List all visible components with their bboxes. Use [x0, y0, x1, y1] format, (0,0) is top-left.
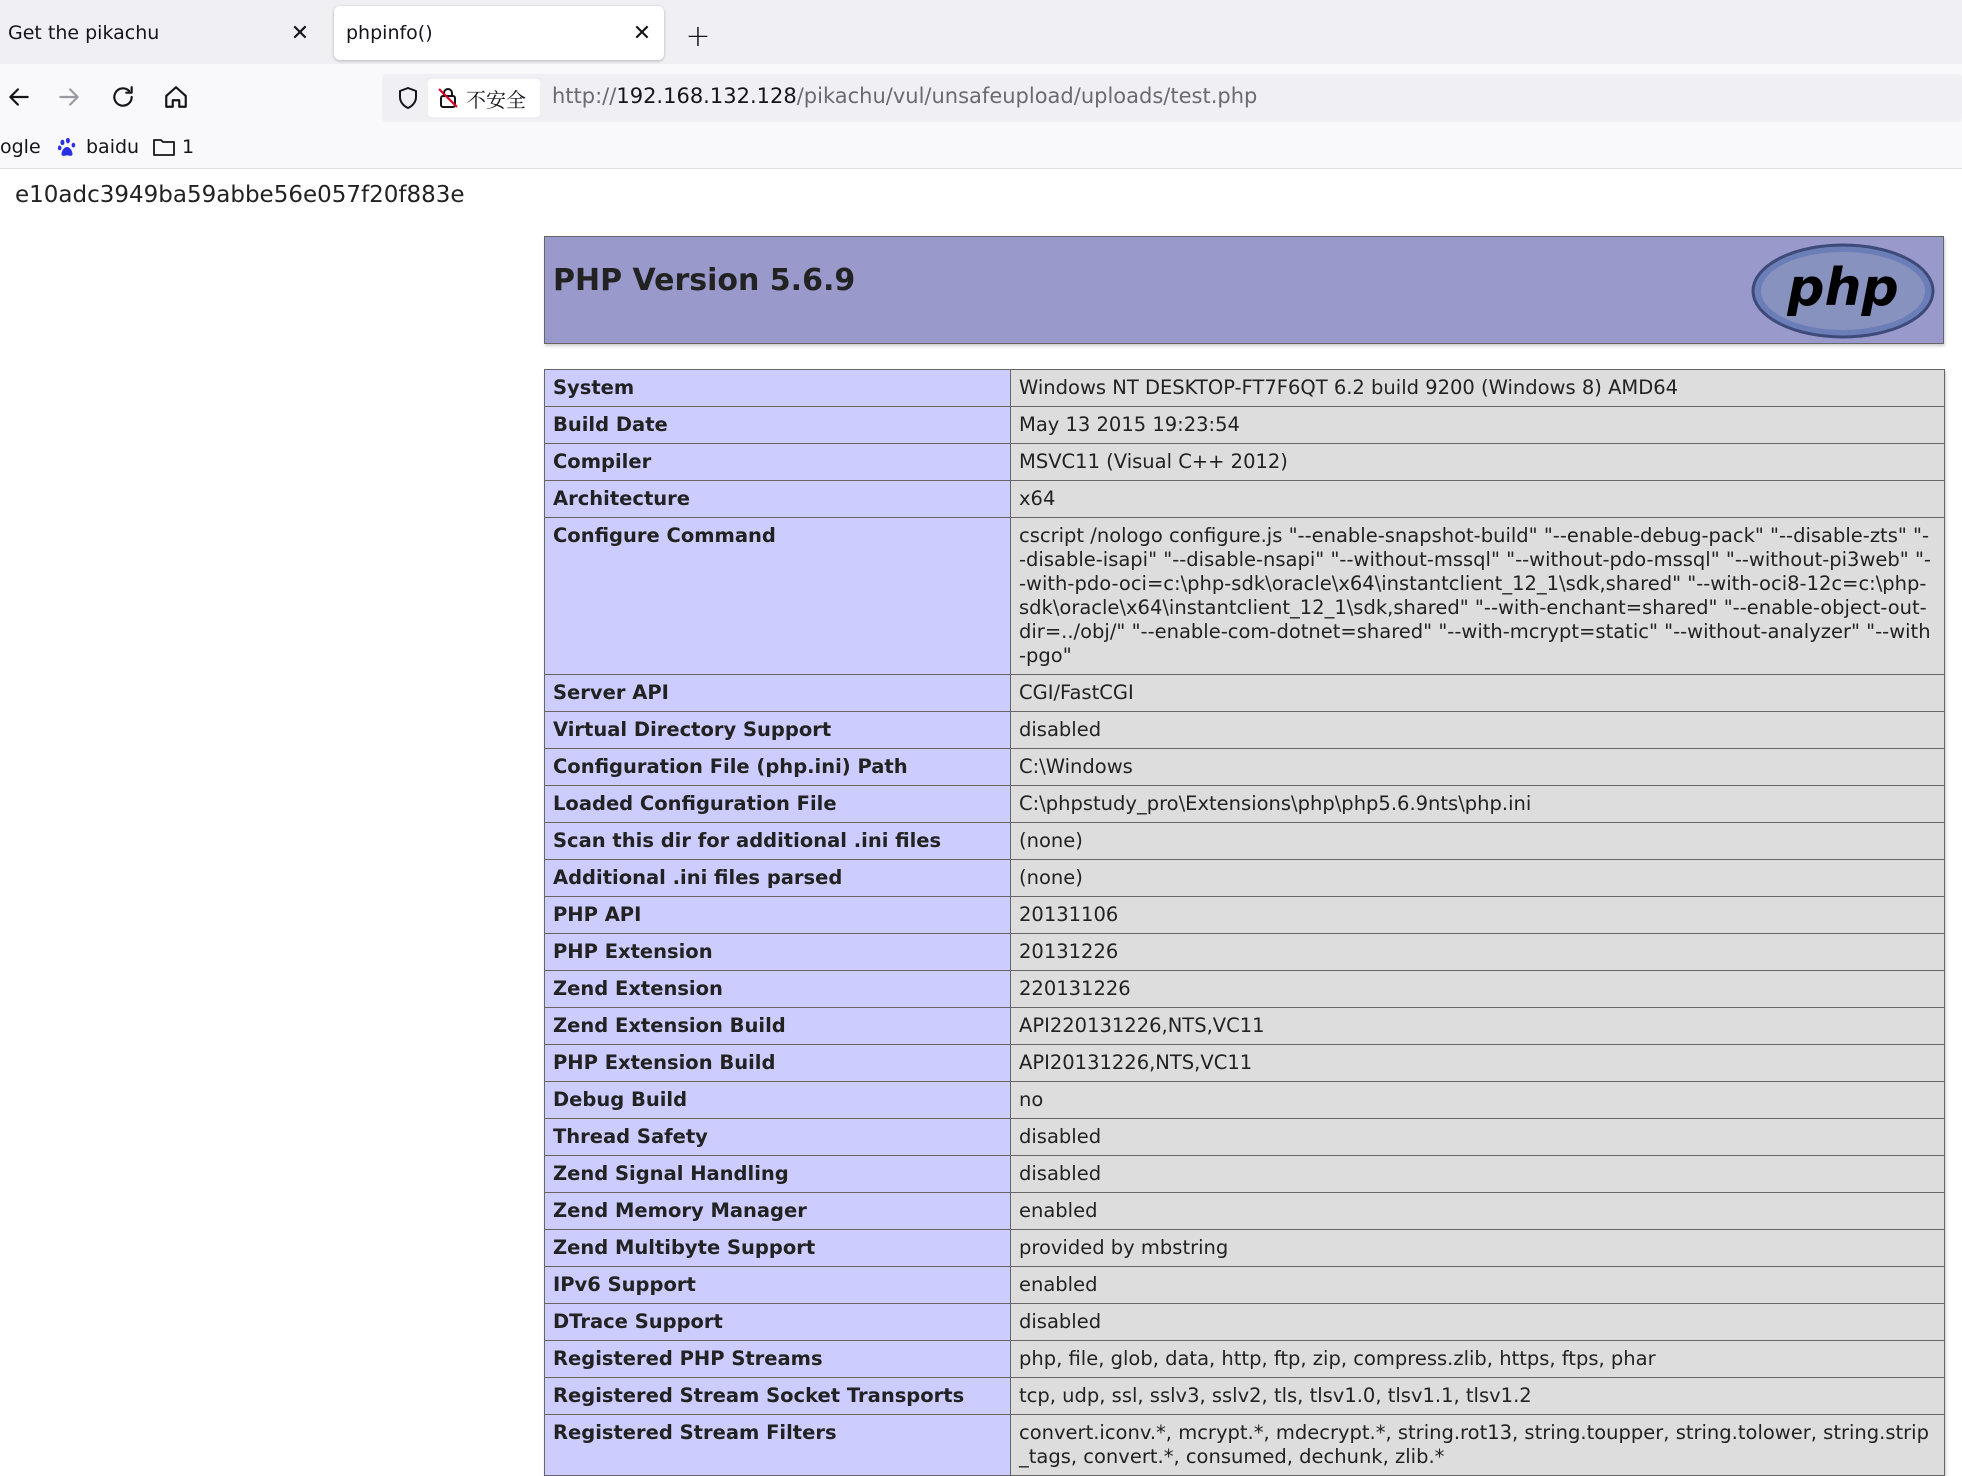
row-key: System — [545, 370, 1011, 407]
url-text[interactable] — [552, 84, 1257, 108]
table-row — [545, 1267, 1945, 1304]
bookmark-baidu[interactable] — [56, 136, 139, 158]
table-row — [545, 971, 1945, 1008]
row-key: Registered PHP Streams — [545, 1341, 1011, 1378]
table-row — [545, 1304, 1945, 1341]
url-host: 192.168.132.128 — [616, 84, 797, 108]
forward-button[interactable] — [50, 78, 88, 116]
php-version-header — [544, 236, 1944, 344]
row-value: php, file, glob, data, http, ftp, zip, compress.zlib, https, ftps, phar — [1011, 1341, 1945, 1378]
row-key: Build Date — [545, 407, 1011, 444]
row-key: PHP Extension — [545, 934, 1011, 971]
php-logo-text: php — [1787, 258, 1899, 318]
table-row — [545, 1230, 1945, 1267]
table-row — [545, 407, 1945, 444]
tab-get-the-pikachu[interactable] — [0, 6, 322, 60]
url-path: /pikachu/vul/unsafeupload/uploads/test.php — [796, 84, 1258, 108]
row-value: CGI/FastCGI — [1011, 675, 1945, 712]
tracking-protection-shield-icon[interactable] — [394, 84, 422, 112]
table-row — [545, 786, 1945, 823]
row-value: tcp, udp, ssl, sslv3, sslv2, tls, tlsv1.0, tlsv1.1, tlsv1.2 — [1011, 1378, 1945, 1415]
php-logo[interactable] — [1751, 243, 1935, 339]
baidu-paw-icon — [56, 136, 78, 158]
table-row — [545, 823, 1945, 860]
row-key: Configuration File (php.ini) Path — [545, 749, 1011, 786]
table-row — [545, 749, 1945, 786]
tab-title: Get the pikachu — [8, 22, 160, 44]
table-row — [545, 1193, 1945, 1230]
row-key: Registered Stream Socket Transports — [545, 1378, 1011, 1415]
site-security-indicator[interactable] — [428, 79, 540, 117]
row-key: Zend Extension — [545, 971, 1011, 1008]
table-row — [545, 481, 1945, 518]
row-key: Additional .ini files parsed — [545, 860, 1011, 897]
row-key: Thread Safety — [545, 1119, 1011, 1156]
row-key: PHP Extension Build — [545, 1045, 1011, 1082]
table-row — [545, 1378, 1945, 1415]
row-value: disabled — [1011, 1156, 1945, 1193]
row-value: C:\phpstudy_pro\Extensions\php\php5.6.9nts\php.ini — [1011, 786, 1945, 823]
row-value: cscript /nologo configure.js "--enable-snapshot-build" "--enable-debug-pack" "--disable-zts" "--disable-isapi" "--disable-nsapi" "--without-mssql" "--without-pdo-mssql" "--without-pi3web" "--with-pdo-oci=c:\php-sdk\oracle\x64\instantclient_12_1\sdk,shared" "--with-oci8-12c=c:\php-sdk\oracle\x64\instantclient_12_1\sdk,shared" "--with-enchant=shared" "--enable-object-out-dir=../obj/" "--enable-com-dotnet=shared" "--with-mcrypt=static" "--without-analyzer" "--with-pgo" — [1011, 518, 1945, 675]
table-row — [545, 897, 1945, 934]
table-row — [545, 675, 1945, 712]
row-value: API20131226,NTS,VC11 — [1011, 1045, 1945, 1082]
bookmark-label: 1 — [182, 136, 195, 158]
address-bar[interactable] — [382, 74, 1962, 122]
row-value: API220131226,NTS,VC11 — [1011, 1008, 1945, 1045]
row-value: enabled — [1011, 1193, 1945, 1230]
bookmark-label: baidu — [86, 136, 140, 158]
phpinfo-general-table — [544, 369, 1945, 1476]
row-value: C:\Windows — [1011, 749, 1945, 786]
row-key: Zend Memory Manager — [545, 1193, 1011, 1230]
insecure-label: 不安全 — [466, 87, 526, 112]
table-row — [545, 1341, 1945, 1378]
row-value: disabled — [1011, 1304, 1945, 1341]
table-row — [545, 934, 1945, 971]
bookmark-google[interactable] — [0, 136, 41, 158]
row-value: 20131226 — [1011, 934, 1945, 971]
table-row — [545, 1156, 1945, 1193]
row-value: (none) — [1011, 823, 1945, 860]
url-scheme: http:// — [552, 84, 617, 108]
row-key: DTrace Support — [545, 1304, 1011, 1341]
row-value: x64 — [1011, 481, 1945, 518]
row-key: Server API — [545, 675, 1011, 712]
back-button[interactable] — [0, 78, 38, 116]
bookmark-label: ogle — [0, 136, 41, 158]
row-value: 220131226 — [1011, 971, 1945, 1008]
table-row — [545, 860, 1945, 897]
row-value: convert.iconv.*, mcrypt.*, mdecrypt.*, string.rot13, string.toupper, string.tolower, string.strip_tags, convert.*, consumed, dechunk, zlib.* — [1011, 1415, 1945, 1476]
table-row — [545, 1045, 1945, 1082]
row-key: PHP API — [545, 897, 1011, 934]
bookmark-folder-1[interactable] — [152, 136, 194, 158]
row-value: Windows NT DESKTOP-FT7F6QT 6.2 build 9200 (Windows 8) AMD64 — [1011, 370, 1945, 407]
row-value: disabled — [1011, 712, 1945, 749]
home-icon — [163, 84, 189, 110]
new-tab-button[interactable] — [680, 18, 716, 54]
table-row — [545, 444, 1945, 481]
close-icon[interactable]: ✕ — [632, 20, 652, 46]
row-key: Zend Signal Handling — [545, 1156, 1011, 1193]
table-row — [545, 1415, 1945, 1476]
reload-icon — [110, 84, 136, 110]
plus-icon: + — [685, 18, 711, 54]
md5-hash-output: e10adc3949ba59abbe56e057f20f883e — [15, 182, 465, 208]
row-key: Debug Build — [545, 1082, 1011, 1119]
bookmarks-toolbar — [0, 130, 1962, 169]
row-key: Configure Command — [545, 518, 1011, 675]
row-key: Scan this dir for additional .ini files — [545, 823, 1011, 860]
home-button[interactable] — [157, 78, 195, 116]
row-key: Virtual Directory Support — [545, 712, 1011, 749]
folder-icon — [152, 136, 176, 158]
close-icon[interactable]: ✕ — [290, 20, 310, 46]
row-key: IPv6 Support — [545, 1267, 1011, 1304]
row-value: enabled — [1011, 1267, 1945, 1304]
navigation-toolbar — [0, 64, 1962, 130]
arrow-left-icon — [6, 84, 32, 110]
table-row — [545, 712, 1945, 749]
row-value: May 13 2015 19:23:54 — [1011, 407, 1945, 444]
table-row — [545, 1008, 1945, 1045]
table-row — [545, 518, 1945, 675]
row-key: Registered Stream Filters — [545, 1415, 1011, 1476]
table-row — [545, 1119, 1945, 1156]
reload-button[interactable] — [104, 78, 142, 116]
row-value: no — [1011, 1082, 1945, 1119]
row-value: MSVC11 (Visual C++ 2012) — [1011, 444, 1945, 481]
row-value: provided by mbstring — [1011, 1230, 1945, 1267]
arrow-right-icon — [56, 84, 82, 110]
row-key: Zend Extension Build — [545, 1008, 1011, 1045]
table-row — [545, 370, 1945, 407]
row-key: Zend Multibyte Support — [545, 1230, 1011, 1267]
row-value: disabled — [1011, 1119, 1945, 1156]
row-value: (none) — [1011, 860, 1945, 897]
page-title: PHP Version 5.6.9 — [553, 263, 856, 298]
tab-phpinfo[interactable] — [334, 6, 664, 60]
row-key: Compiler — [545, 444, 1011, 481]
table-row — [545, 1082, 1945, 1119]
row-value: 20131106 — [1011, 897, 1945, 934]
broken-lock-icon — [436, 85, 462, 111]
row-key: Architecture — [545, 481, 1011, 518]
row-key: Loaded Configuration File — [545, 786, 1011, 823]
tab-title: phpinfo() — [346, 22, 433, 44]
tab-strip — [0, 0, 1962, 64]
